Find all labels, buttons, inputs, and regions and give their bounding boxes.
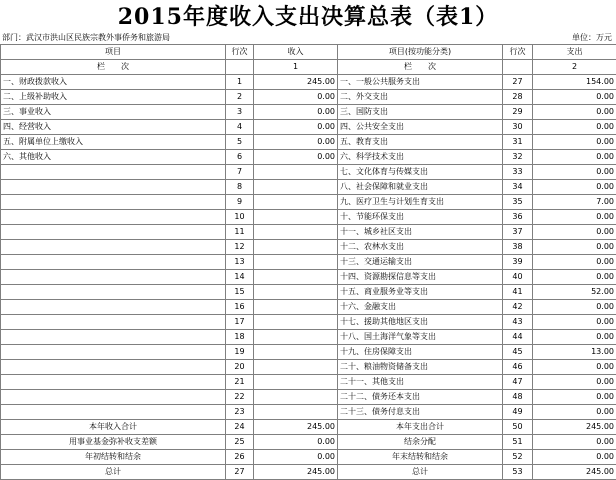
table-row <box>1 345 616 360</box>
expense-value: 0.00 <box>533 210 616 225</box>
expense-value: 245.00 <box>533 465 616 480</box>
income-item-cell <box>1 360 226 375</box>
income-value <box>254 300 338 315</box>
expense-row-number: 29 <box>503 105 533 120</box>
income-row-number: 4 <box>226 120 254 135</box>
expense-row-number: 52 <box>503 450 533 465</box>
expense-row-number: 34 <box>503 180 533 195</box>
income-item-cell: 三、事业收入 <box>1 105 226 120</box>
expense-item-cell: 二、外交支出 <box>338 90 503 105</box>
income-row-number: 13 <box>226 255 254 270</box>
table-row <box>1 150 616 165</box>
expense-item-cell: 十九、住房保障支出 <box>338 345 503 360</box>
expense-row-number: 38 <box>503 240 533 255</box>
income-row-number: 22 <box>226 390 254 405</box>
expense-row-number: 33 <box>503 165 533 180</box>
expense-item-cell: 二十、粮油物资储备支出 <box>338 360 503 375</box>
income-row-number: 14 <box>226 270 254 285</box>
income-value <box>254 240 338 255</box>
income-item-cell <box>1 195 226 210</box>
expense-row-number: 47 <box>503 375 533 390</box>
header-income: 收入 <box>254 45 338 60</box>
expense-row-number: 27 <box>503 75 533 90</box>
expense-item-cell: 二十二、债务还本支出 <box>338 390 503 405</box>
income-item-cell <box>1 345 226 360</box>
expense-row-number: 37 <box>503 225 533 240</box>
expense-row-number: 43 <box>503 315 533 330</box>
expense-item-cell: 本年支出合计 <box>338 420 503 435</box>
column-index-row <box>1 60 616 75</box>
income-value <box>254 375 338 390</box>
income-item-cell <box>1 225 226 240</box>
expense-item-cell: 十三、交通运输支出 <box>338 255 503 270</box>
income-item-cell <box>1 405 226 420</box>
table-row <box>1 405 616 420</box>
expense-item-cell: 年末结转和结余 <box>338 450 503 465</box>
income-item-cell <box>1 300 226 315</box>
income-item-cell: 总计 <box>1 465 226 480</box>
expense-row-number: 46 <box>503 360 533 375</box>
table-row <box>1 135 616 150</box>
income-row-number: 19 <box>226 345 254 360</box>
expense-value: 0.00 <box>533 375 616 390</box>
income-item-cell: 五、附属单位上缴收入 <box>1 135 226 150</box>
income-value: 0.00 <box>254 150 338 165</box>
table-row <box>1 330 616 345</box>
expense-value: 0.00 <box>533 450 616 465</box>
expense-row-number: 49 <box>503 405 533 420</box>
expense-value: 0.00 <box>533 255 616 270</box>
income-item-cell <box>1 375 226 390</box>
expense-row-number: 51 <box>503 435 533 450</box>
unit-label: 单位：万元 <box>572 33 612 43</box>
expense-value: 0.00 <box>533 90 616 105</box>
income-value <box>254 270 338 285</box>
expense-item-cell: 九、医疗卫生与计划生育支出 <box>338 195 503 210</box>
expense-item-cell: 十四、资源勘探信息等支出 <box>338 270 503 285</box>
income-value <box>254 180 338 195</box>
header-row <box>1 45 616 60</box>
income-item-cell <box>1 330 226 345</box>
expense-value: 0.00 <box>533 240 616 255</box>
expense-item-cell: 五、教育支出 <box>338 135 503 150</box>
income-value <box>254 315 338 330</box>
income-row-number: 25 <box>226 435 254 450</box>
income-row-number: 11 <box>226 225 254 240</box>
expense-row-number: 53 <box>503 465 533 480</box>
income-item-cell: 年初结转和结余 <box>1 450 226 465</box>
expense-value: 13.00 <box>533 345 616 360</box>
expense-row-number: 36 <box>503 210 533 225</box>
expense-row-number: 50 <box>503 420 533 435</box>
income-row-number: 10 <box>226 210 254 225</box>
income-row-number: 18 <box>226 330 254 345</box>
expense-value: 0.00 <box>533 270 616 285</box>
income-value <box>254 345 338 360</box>
income-row-number: 26 <box>226 450 254 465</box>
income-row-number: 16 <box>226 300 254 315</box>
header-row-no-1: 行次 <box>226 45 254 60</box>
table-row <box>1 180 616 195</box>
expense-value: 52.00 <box>533 285 616 300</box>
expense-item-cell: 七、文化体育与传媒支出 <box>338 165 503 180</box>
table-row <box>1 105 616 120</box>
income-row-number: 7 <box>226 165 254 180</box>
expense-row-number: 40 <box>503 270 533 285</box>
table-row <box>1 225 616 240</box>
income-value: 0.00 <box>254 135 338 150</box>
sub-income-blank <box>226 60 254 75</box>
table-row <box>1 270 616 285</box>
header-row-no-2: 行次 <box>503 45 533 60</box>
expense-row-number: 39 <box>503 255 533 270</box>
table-row <box>1 240 616 255</box>
income-value <box>254 195 338 210</box>
sub-expense-item: 栏 次 <box>338 60 503 75</box>
report-title: 2015年度收入支出决算总表（表1） <box>0 2 616 32</box>
table-row <box>1 285 616 300</box>
income-row-number: 23 <box>226 405 254 420</box>
expense-value: 0.00 <box>533 165 616 180</box>
expense-value: 0.00 <box>533 135 616 150</box>
expense-value: 0.00 <box>533 105 616 120</box>
expense-item-cell: 十五、商业服务业等支出 <box>338 285 503 300</box>
sub-income-no: 1 <box>254 60 338 75</box>
expense-item-cell: 十二、农林水支出 <box>338 240 503 255</box>
income-value <box>254 285 338 300</box>
income-value <box>254 405 338 420</box>
total-row <box>1 450 616 465</box>
income-item-cell <box>1 165 226 180</box>
expense-row-number: 30 <box>503 120 533 135</box>
expense-value: 0.00 <box>533 360 616 375</box>
income-item-cell: 本年收入合计 <box>1 420 226 435</box>
income-item-cell: 用事业基金弥补收支差额 <box>1 435 226 450</box>
expense-value: 0.00 <box>533 225 616 240</box>
expense-value: 0.00 <box>533 120 616 135</box>
income-expense-table <box>0 44 616 480</box>
expense-value: 0.00 <box>533 300 616 315</box>
income-item-cell: 四、经营收入 <box>1 120 226 135</box>
expense-item-cell: 八、社会保障和就业支出 <box>338 180 503 195</box>
table-row <box>1 300 616 315</box>
expense-value: 7.00 <box>533 195 616 210</box>
expense-row-number: 32 <box>503 150 533 165</box>
income-row-number: 20 <box>226 360 254 375</box>
income-row-number: 21 <box>226 375 254 390</box>
expense-value: 0.00 <box>533 150 616 165</box>
expense-row-number: 42 <box>503 300 533 315</box>
income-value <box>254 360 338 375</box>
expense-value: 0.00 <box>533 435 616 450</box>
table-row <box>1 360 616 375</box>
table-row <box>1 210 616 225</box>
sub-income-item: 栏 次 <box>1 60 226 75</box>
expense-item-cell: 十八、国土海洋气象等支出 <box>338 330 503 345</box>
income-value: 245.00 <box>254 420 338 435</box>
income-item-cell: 一、财政拨款收入 <box>1 75 226 90</box>
sub-expense-blank <box>503 60 533 75</box>
income-row-number: 15 <box>226 285 254 300</box>
expense-item-cell: 三、国防支出 <box>338 105 503 120</box>
table-row <box>1 75 616 90</box>
department-label: 部门：武汉市洪山区民族宗教外事侨务和旅游局 <box>2 33 170 43</box>
income-row-number: 9 <box>226 195 254 210</box>
expense-item-cell: 二十三、债务付息支出 <box>338 405 503 420</box>
income-value: 245.00 <box>254 465 338 480</box>
expense-item-cell: 二十一、其他支出 <box>338 375 503 390</box>
income-row-number: 8 <box>226 180 254 195</box>
table-row <box>1 255 616 270</box>
expense-value: 245.00 <box>533 420 616 435</box>
expense-item-cell: 一、一般公共服务支出 <box>338 75 503 90</box>
expense-item-cell: 十六、金融支出 <box>338 300 503 315</box>
income-row-number: 5 <box>226 135 254 150</box>
total-row <box>1 465 616 480</box>
expense-row-number: 45 <box>503 345 533 360</box>
expense-row-number: 31 <box>503 135 533 150</box>
income-value <box>254 330 338 345</box>
income-value <box>254 165 338 180</box>
expense-value: 154.00 <box>533 75 616 90</box>
expense-value: 0.00 <box>533 180 616 195</box>
total-row <box>1 420 616 435</box>
sub-expense-no: 2 <box>533 60 616 75</box>
income-row-number: 1 <box>226 75 254 90</box>
table-row <box>1 390 616 405</box>
header-expense-item: 项目(按功能分类) <box>338 45 503 60</box>
income-value <box>254 390 338 405</box>
expense-item-cell: 总计 <box>338 465 503 480</box>
income-row-number: 6 <box>226 150 254 165</box>
income-row-number: 24 <box>226 420 254 435</box>
expense-row-number: 28 <box>503 90 533 105</box>
expense-item-cell: 六、科学技术支出 <box>338 150 503 165</box>
income-value: 0.00 <box>254 90 338 105</box>
income-item-cell <box>1 240 226 255</box>
expense-value: 0.00 <box>533 390 616 405</box>
expense-row-number: 44 <box>503 330 533 345</box>
expense-item-cell: 十七、援助其他地区支出 <box>338 315 503 330</box>
income-value: 0.00 <box>254 105 338 120</box>
income-item-cell <box>1 270 226 285</box>
expense-item-cell: 四、公共安全支出 <box>338 120 503 135</box>
header-expense: 支出 <box>533 45 616 60</box>
expense-item-cell: 结余分配 <box>338 435 503 450</box>
expense-value: 0.00 <box>533 405 616 420</box>
income-value: 245.00 <box>254 75 338 90</box>
income-row-number: 3 <box>226 105 254 120</box>
table-row <box>1 120 616 135</box>
income-item-cell: 六、其他收入 <box>1 150 226 165</box>
income-value <box>254 225 338 240</box>
expense-value: 0.00 <box>533 315 616 330</box>
table-row <box>1 375 616 390</box>
total-row <box>1 435 616 450</box>
expense-item-cell: 十一、城乡社区支出 <box>338 225 503 240</box>
income-item-cell <box>1 255 226 270</box>
income-item-cell <box>1 390 226 405</box>
expense-value: 0.00 <box>533 330 616 345</box>
income-row-number: 27 <box>226 465 254 480</box>
income-item-cell <box>1 315 226 330</box>
expense-row-number: 41 <box>503 285 533 300</box>
income-value: 0.00 <box>254 450 338 465</box>
income-item-cell <box>1 180 226 195</box>
expense-item-cell: 十、节能环保支出 <box>338 210 503 225</box>
income-value <box>254 255 338 270</box>
income-item-cell <box>1 210 226 225</box>
income-item-cell: 二、上级补助收入 <box>1 90 226 105</box>
table-row <box>1 315 616 330</box>
income-item-cell <box>1 285 226 300</box>
income-row-number: 12 <box>226 240 254 255</box>
expense-row-number: 48 <box>503 390 533 405</box>
header-income-item: 项目 <box>1 45 226 60</box>
income-row-number: 2 <box>226 90 254 105</box>
income-value: 0.00 <box>254 120 338 135</box>
income-row-number: 17 <box>226 315 254 330</box>
expense-row-number: 35 <box>503 195 533 210</box>
table-row <box>1 195 616 210</box>
income-value <box>254 210 338 225</box>
income-value: 0.00 <box>254 435 338 450</box>
table-row <box>1 165 616 180</box>
table-row <box>1 90 616 105</box>
